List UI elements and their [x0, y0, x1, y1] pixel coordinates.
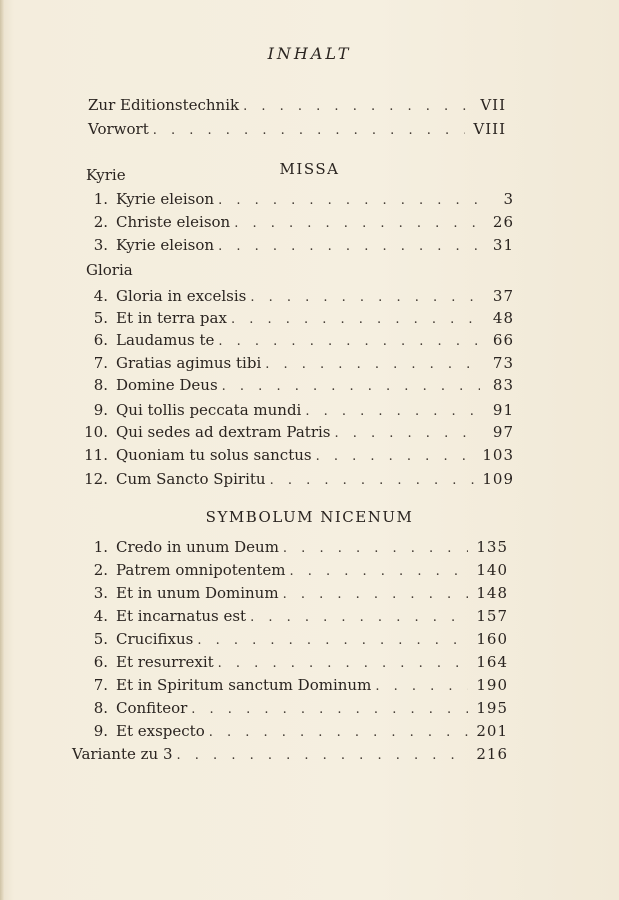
entry-number: 3.	[93, 236, 108, 254]
toc-entry[interactable]	[82, 653, 508, 673]
entry-title: Et in unum Dominum	[116, 584, 279, 602]
entry-title: Laudamus te	[116, 331, 215, 349]
entry-number: 11.	[84, 446, 108, 464]
leader-dots	[250, 290, 480, 305]
entry-title: Christe eleison	[116, 213, 231, 231]
group-label-gloria: Gloria	[86, 261, 133, 279]
entry-page: 3	[503, 190, 514, 208]
entry-number: 6.	[93, 653, 108, 671]
entry-title: Kyrie eleison	[116, 190, 215, 208]
entry-number: 5.	[93, 630, 108, 648]
leader-dots	[222, 379, 480, 394]
entry-title: Et resurrexit	[116, 653, 214, 671]
toc-entry[interactable]	[82, 190, 514, 210]
toc-entry[interactable]	[82, 630, 508, 650]
entry-title: Zur Editionstechnik	[88, 96, 240, 114]
toc-entry[interactable]	[82, 561, 508, 581]
entry-number: 1.	[93, 190, 108, 208]
entry-number: 4.	[93, 287, 108, 305]
entry-page: 140	[476, 561, 508, 579]
section-heading-missa: MISSA	[279, 160, 340, 178]
leader-dots	[218, 193, 480, 208]
leader-dots	[250, 610, 468, 625]
leader-dots	[218, 334, 480, 349]
entry-title: Quoniam tu solus sanctus	[116, 446, 312, 464]
entry-number: 6.	[93, 331, 108, 349]
entry-number: 7.	[93, 676, 108, 694]
entry-page: 160	[476, 630, 508, 648]
entry-number: 9.	[93, 722, 108, 740]
leader-dots	[289, 564, 468, 579]
entry-page: 148	[476, 584, 508, 602]
entry-page: 195	[476, 699, 508, 717]
entry-number: 7.	[93, 354, 108, 372]
leader-dots	[305, 404, 480, 419]
toc-entry-editionstechnik[interactable]	[88, 96, 506, 116]
leader-dots	[283, 587, 469, 602]
page-title: INHALT	[267, 44, 352, 63]
toc-entry-variante[interactable]	[72, 745, 508, 765]
entry-page: 201	[476, 722, 508, 740]
leader-dots	[283, 541, 468, 556]
entry-title: Qui sedes ad dextram Patris	[116, 423, 331, 441]
toc-entry[interactable]	[82, 676, 508, 696]
toc-entry[interactable]	[82, 470, 514, 490]
entry-number: 8.	[93, 699, 108, 717]
entry-page: 91	[492, 401, 514, 419]
entry-page: VIII	[473, 120, 506, 138]
leader-dots	[265, 357, 480, 372]
entry-page: 216	[476, 745, 508, 763]
entry-number: 1.	[93, 538, 108, 556]
toc-entry[interactable]	[82, 699, 508, 719]
entry-number: 2.	[93, 213, 108, 231]
toc-entry[interactable]	[82, 287, 514, 307]
entry-page: 37	[492, 287, 514, 305]
toc-entry[interactable]	[82, 538, 508, 558]
entry-page: 164	[476, 653, 508, 671]
leader-dots	[197, 633, 468, 648]
entry-page: 26	[492, 213, 514, 231]
leader-dots	[218, 239, 480, 254]
toc-entry[interactable]	[82, 423, 514, 443]
toc-entry[interactable]	[82, 236, 514, 256]
entry-page: 48	[492, 309, 514, 327]
leader-dots	[191, 702, 468, 717]
entry-title: Vorwort	[88, 120, 149, 138]
entry-page: VII	[480, 96, 506, 114]
leader-dots	[375, 679, 468, 694]
leader-dots	[270, 473, 475, 488]
toc-entry[interactable]	[82, 376, 514, 396]
entry-page: 97	[492, 423, 514, 441]
toc-entry[interactable]	[82, 354, 514, 374]
entry-title: Patrem omnipotentem	[116, 561, 286, 579]
leader-dots	[231, 312, 480, 327]
page-spine-edge	[0, 0, 4, 900]
leader-dots	[234, 216, 480, 231]
entry-page: 66	[492, 331, 514, 349]
entry-title: Et exspecto	[116, 722, 205, 740]
leader-dots	[153, 123, 466, 138]
leader-dots	[334, 426, 480, 441]
entry-title: Cum Sancto Spiritu	[116, 470, 266, 488]
toc-entry[interactable]	[82, 331, 514, 351]
entry-page: 109	[482, 470, 514, 488]
entry-title: Et in Spiritum sanctum Dominum	[116, 676, 372, 694]
toc-entry-vorwort[interactable]	[88, 120, 506, 140]
entry-page: 31	[492, 236, 514, 254]
entry-title: Domine Deus	[116, 376, 218, 394]
entry-page: 135	[476, 538, 508, 556]
leader-dots	[209, 725, 469, 740]
toc-entry[interactable]	[82, 584, 508, 604]
entry-title: Crucifixus	[116, 630, 194, 648]
leader-dots	[218, 656, 469, 671]
entry-page: 73	[492, 354, 514, 372]
entry-title: Credo in unum Deum	[116, 538, 279, 556]
leader-dots	[177, 748, 469, 763]
entry-title: Et in terra pax	[116, 309, 227, 327]
entry-number: 8.	[93, 376, 108, 394]
entry-title: Confiteor	[116, 699, 188, 717]
entry-number: 3.	[93, 584, 108, 602]
entry-number: 9.	[93, 401, 108, 419]
toc-entry[interactable]	[82, 722, 508, 742]
entry-number: 4.	[93, 607, 108, 625]
entry-page: 190	[476, 676, 508, 694]
entry-page: 83	[492, 376, 514, 394]
entry-page: 157	[476, 607, 508, 625]
entry-number: 12.	[84, 470, 108, 488]
entry-title: Variante zu 3	[72, 745, 173, 763]
section-heading-symbolum: SYMBOLUM NICENUM	[205, 508, 414, 526]
group-label-kyrie: Kyrie	[86, 166, 126, 184]
entry-title: Gloria in excelsis	[116, 287, 247, 305]
toc-entry[interactable]	[82, 607, 508, 627]
toc-entry[interactable]	[82, 446, 514, 466]
entry-title: Qui tollis peccata mundi	[116, 401, 302, 419]
toc-entry[interactable]	[82, 401, 514, 421]
toc-entry[interactable]	[82, 213, 514, 233]
entry-number: 10.	[84, 423, 108, 441]
entry-number: 2.	[93, 561, 108, 579]
leader-dots	[316, 449, 475, 464]
entry-page: 103	[482, 446, 514, 464]
toc-entry[interactable]	[82, 309, 514, 329]
entry-title: Gratias agimus tibi	[116, 354, 262, 372]
entry-title: Et incarnatus est	[116, 607, 247, 625]
entry-title: Kyrie eleison	[116, 236, 215, 254]
leader-dots	[243, 99, 472, 114]
entry-number: 5.	[93, 309, 108, 327]
